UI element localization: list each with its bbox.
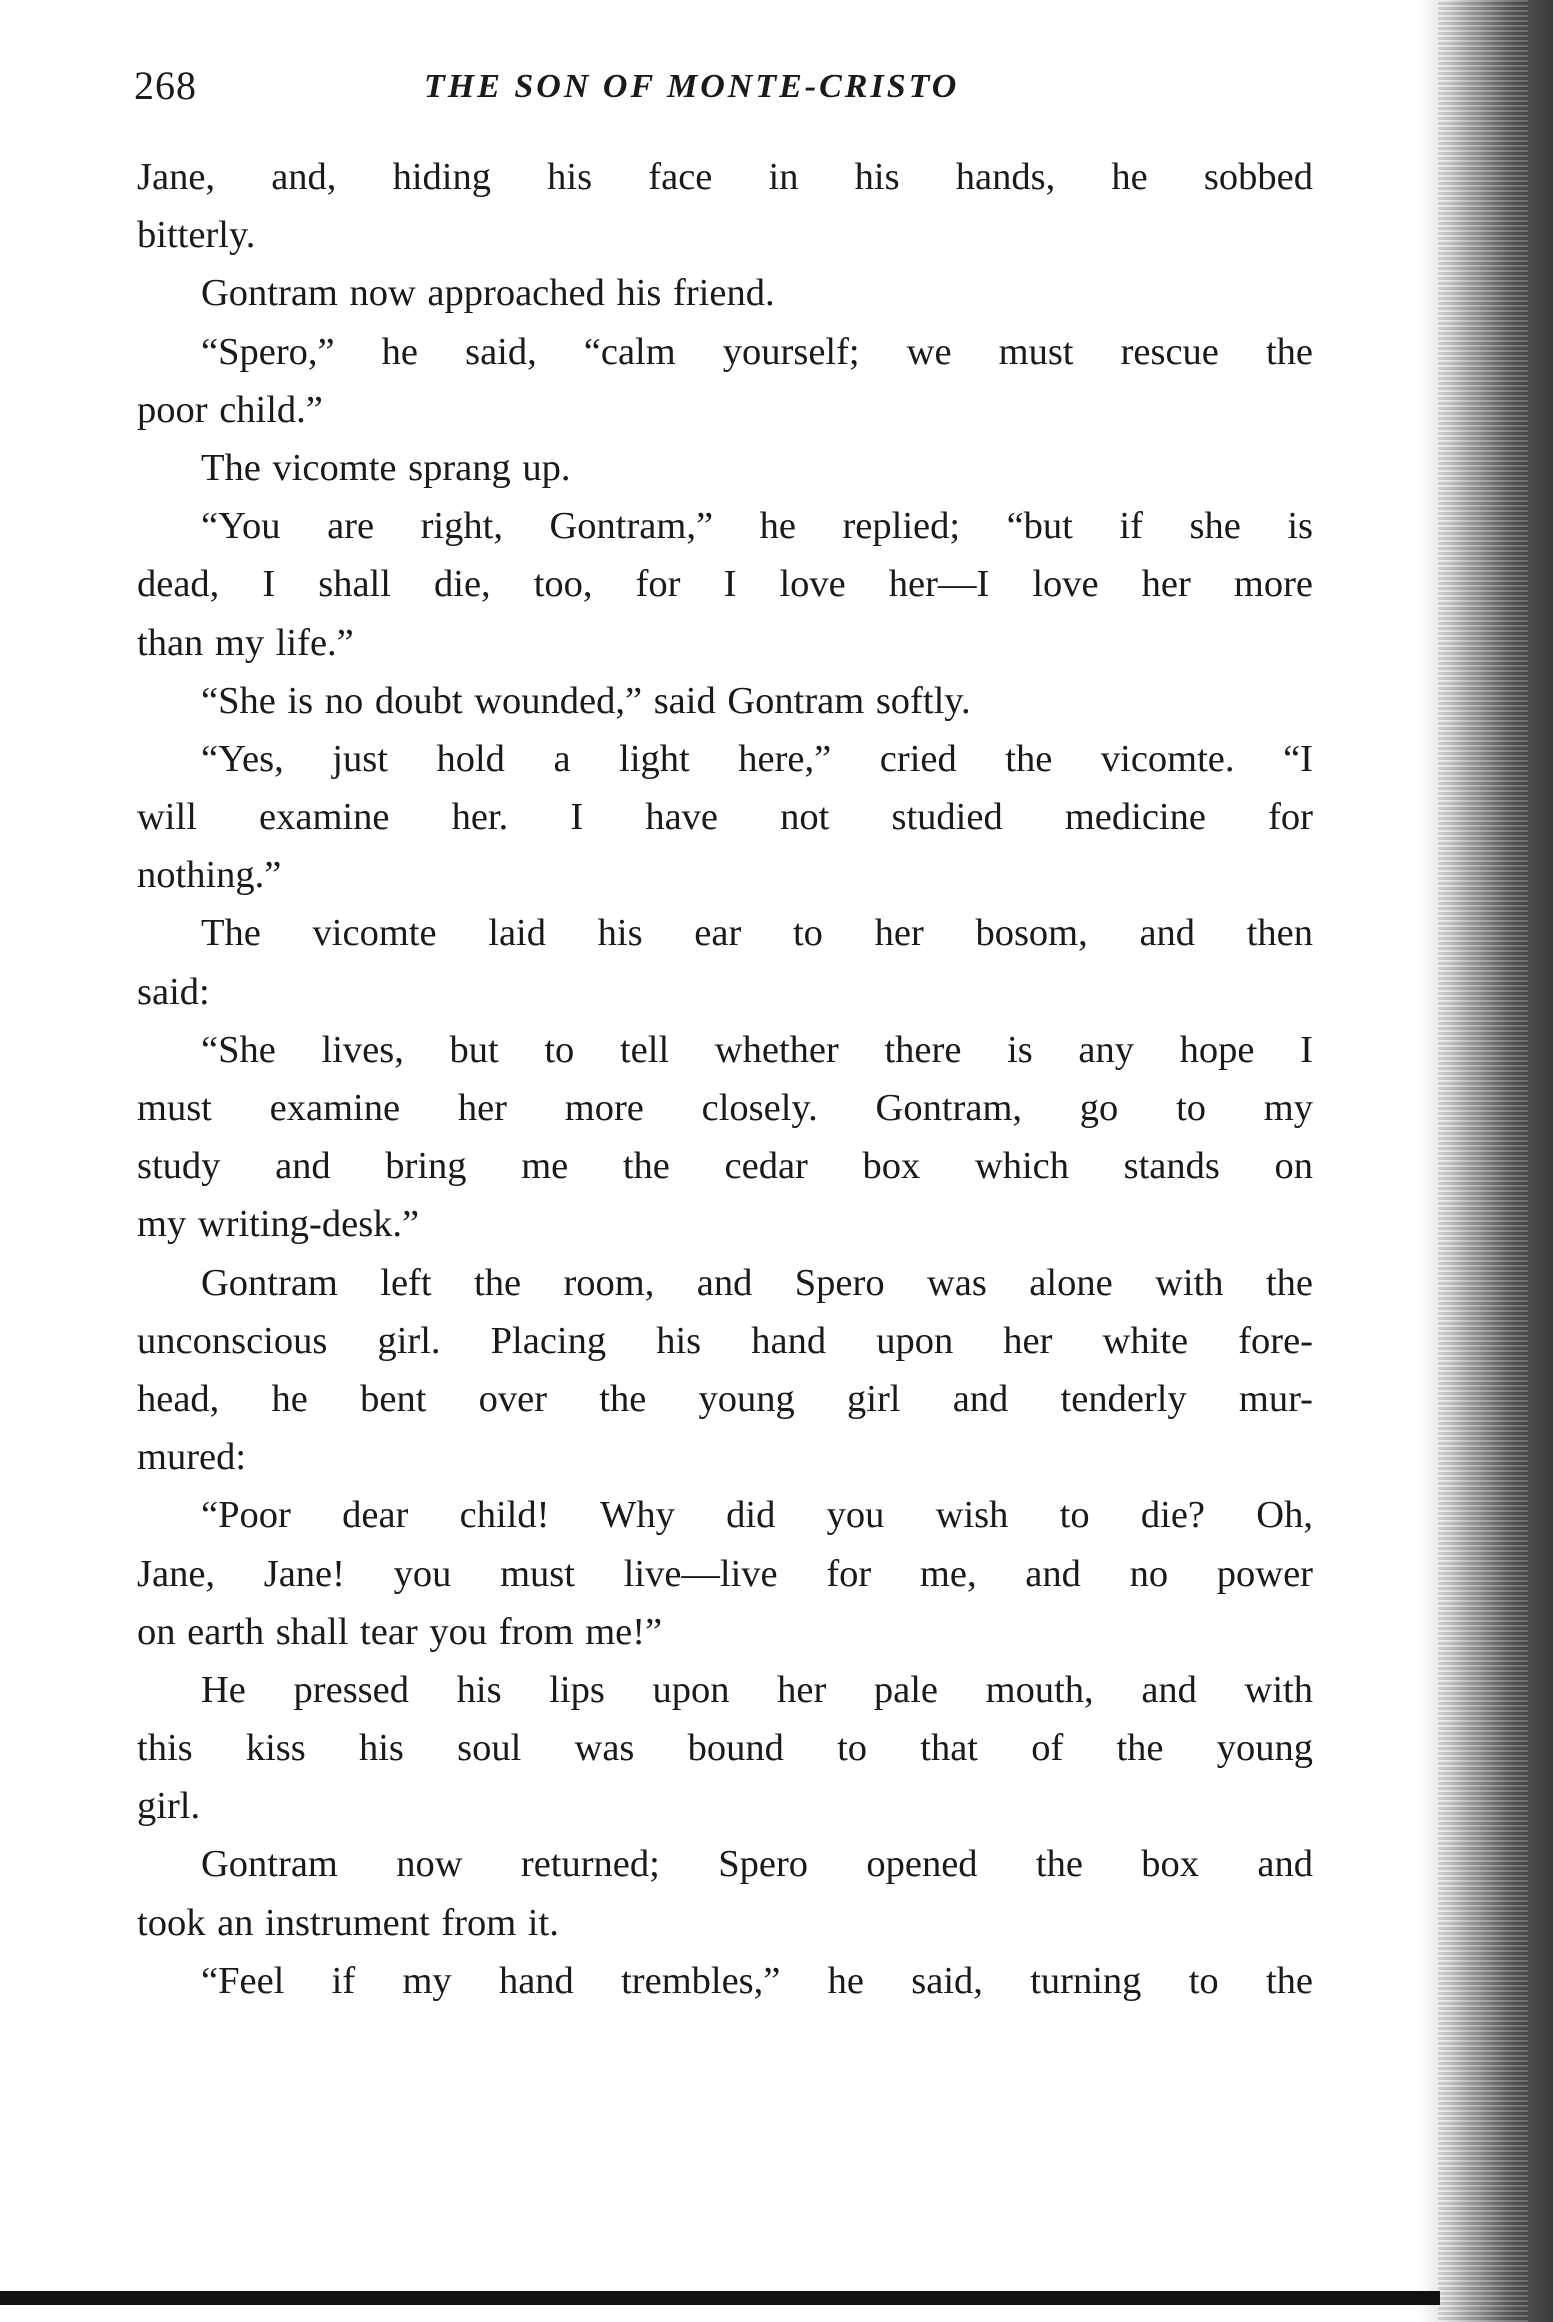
text-line: Gontram now approached his friend. bbox=[201, 272, 775, 315]
text-line: girl. bbox=[137, 1785, 201, 1828]
text-line: “You are right, Gontram,” he replied; “but if she is bbox=[201, 505, 1313, 548]
text-line: will examine her. I have not studied medicine for bbox=[137, 796, 1313, 839]
text-line: Jane, Jane! you must live—live for me, and no power bbox=[137, 1552, 1313, 1595]
text-line: poor child.” bbox=[137, 388, 323, 431]
page-number: 268 bbox=[134, 63, 197, 108]
text-line: “Yes, just hold a light here,” cried the vicomte. “I bbox=[201, 737, 1313, 780]
text-line: dead, I shall die, too, for I love her—I love her more bbox=[137, 563, 1313, 606]
body-text bbox=[137, 148, 1313, 2010]
text-line: took an instrument from it. bbox=[137, 1901, 559, 1944]
text-line: Gontram now returned; Spero opened the box and bbox=[201, 1843, 1313, 1886]
text-line: Gontram left the room, and Spero was alone with the bbox=[201, 1261, 1313, 1304]
page-header bbox=[134, 62, 1314, 122]
text-line: “She lives, but to tell whether there is any hope I bbox=[201, 1028, 1313, 1071]
text-line: said: bbox=[137, 970, 210, 1013]
text-line: on earth shall tear you from me!” bbox=[137, 1610, 663, 1653]
running-title: THE SON OF MONTE-CRISTO bbox=[424, 68, 960, 105]
text-line: The vicomte laid his ear to her bosom, and then bbox=[201, 912, 1313, 955]
text-line: nothing.” bbox=[137, 854, 282, 897]
text-line: The vicomte sprang up. bbox=[201, 446, 571, 489]
bottom-edge-rule bbox=[0, 2291, 1440, 2305]
text-line: Jane, and, hiding his face in his hands, he sobbed bbox=[137, 156, 1313, 198]
text-line: study and bring me the cedar box which stands on bbox=[137, 1145, 1313, 1188]
text-line: mured: bbox=[137, 1436, 247, 1479]
text-line: “Feel if my hand trembles,” he said, turning to the bbox=[201, 1959, 1313, 2002]
page-binding-edge bbox=[1418, 0, 1553, 2322]
text-line: bitterly. bbox=[137, 214, 256, 257]
text-line: “She is no doubt wounded,” said Gontram softly. bbox=[201, 679, 971, 722]
text-line: head, he bent over the young girl and tenderly mur- bbox=[137, 1377, 1313, 1420]
text-line: unconscious girl. Placing his hand upon her white fore- bbox=[137, 1319, 1313, 1362]
text-line: this kiss his soul was bound to that of the young bbox=[137, 1727, 1313, 1770]
text-line: than my life.” bbox=[137, 621, 354, 664]
text-line: He pressed his lips upon her pale mouth, and with bbox=[201, 1668, 1313, 1711]
text-line: “Poor dear child! Why did you wish to die? Oh, bbox=[201, 1494, 1313, 1537]
text-line: must examine her more closely. Gontram, go to my bbox=[137, 1087, 1313, 1129]
text-line: “Spero,” he said, “calm yourself; we must rescue the bbox=[201, 330, 1313, 373]
text-line: my writing-desk.” bbox=[137, 1203, 420, 1246]
